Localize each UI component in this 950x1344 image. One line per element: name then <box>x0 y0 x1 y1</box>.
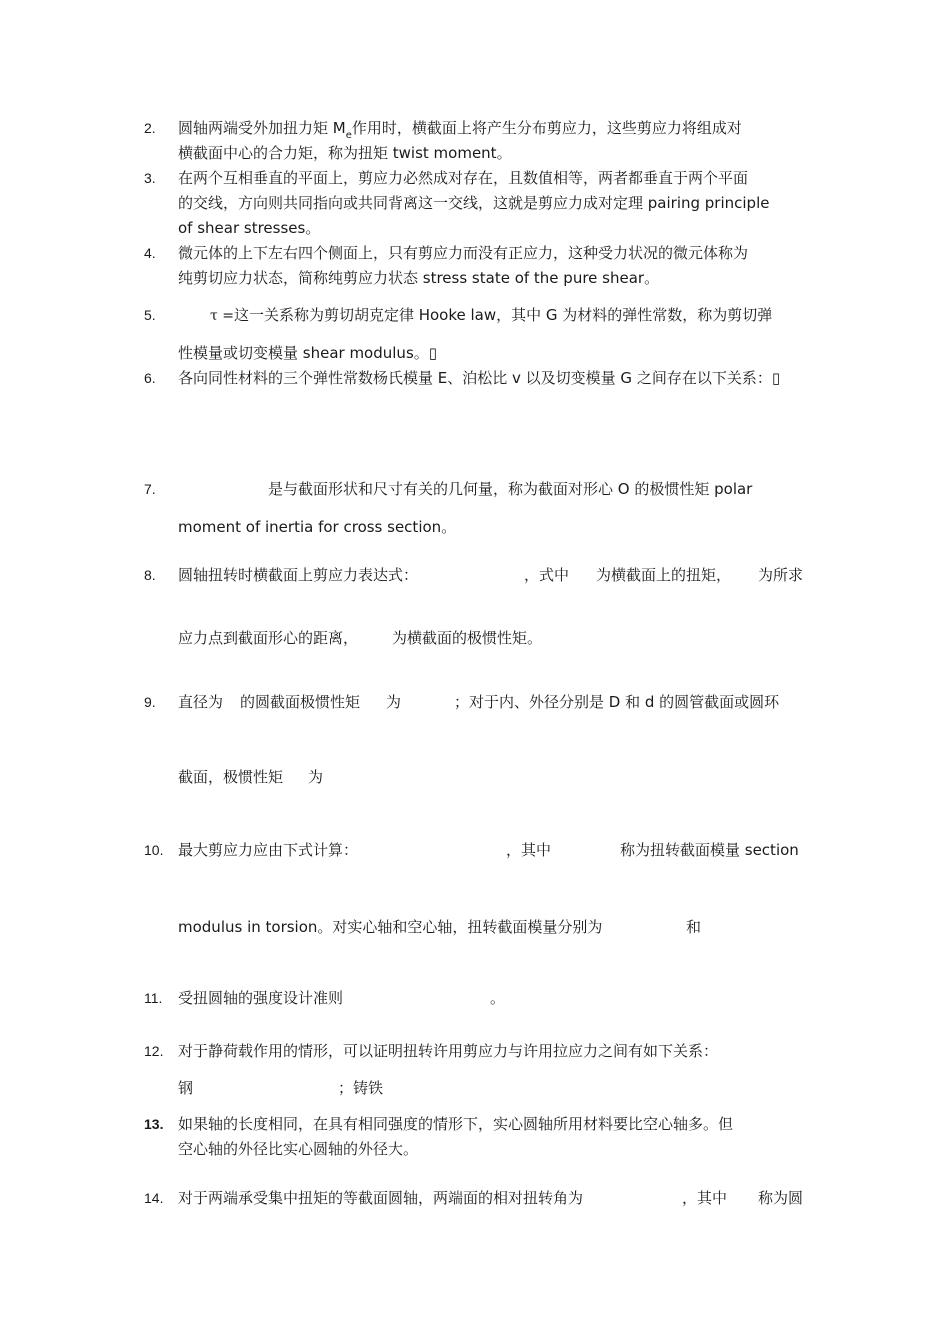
item-text-line: 空心轴的外径比实心圆轴的外径大。 <box>178 1140 419 1158</box>
item-text-line: 对于静荷载作用的情形，可以证明扭转许用剪应力与许用拉应力之间有如下关系： <box>178 1042 719 1060</box>
item-number: 8. <box>144 567 156 583</box>
item-text-line: 为所求 <box>758 566 804 584</box>
item-text-line: 各向同性材料的三个弹性常数杨氏模量 E、泊松比 v 以及切变模量 G 之间存在以下关系：▯ <box>178 369 781 387</box>
item-text-line: 纯剪切应力状态，简称纯剪应力状态 stress state of the pure shear。 <box>178 269 660 287</box>
item-text-line: 最大剪应力应由下式计算： <box>178 841 359 859</box>
item-text-line: 为 <box>386 693 402 711</box>
item-text-line: 称为圆 <box>758 1189 804 1207</box>
item-text-line: 的圆截面极惯性矩 <box>240 693 361 711</box>
item-text-line: 圆轴扭转时横截面上剪应力表达式： <box>178 566 419 584</box>
item-number: 3. <box>144 170 156 186</box>
item-text-line: 微元体的上下左右四个侧面上，只有剪应力而没有正应力，这种受力状况的微元体称为 <box>178 244 749 262</box>
item-text-line: 对于两端承受集中扭矩的等截面圆轴，两端面的相对扭转角为 <box>178 1189 584 1207</box>
item-number: 14. <box>144 1190 164 1206</box>
item-text-line: 性模量或切变模量 shear modulus。▯ <box>178 344 438 362</box>
item-text-line: ；对于内、外径分别是 D 和 d 的圆管截面或圆环 <box>454 693 780 711</box>
item-number: 11. <box>144 990 163 1006</box>
item-text-line: 钢 <box>178 1079 194 1097</box>
item-text-line: ；铸铁 <box>338 1079 384 1097</box>
item-text-line: 和 <box>686 918 702 936</box>
item-text-line: 受扭圆轴的强度设计准则 <box>178 989 344 1007</box>
item-text-line: ，式中 <box>524 566 570 584</box>
tau-formula: τ = <box>210 308 234 324</box>
item-text-line: 如果轴的长度相同，在具有相同强度的情形下，实心圆轴所用材料要比空心轴多。但 <box>178 1115 734 1133</box>
item-number: 5. <box>144 307 156 323</box>
item-text-line: 。 <box>490 989 506 1007</box>
item-text-line: moment of inertia for cross section。 <box>178 518 457 536</box>
item-text-line: ，其中 <box>506 841 552 859</box>
item-text-line: 在两个互相垂直的平面上，剪应力必然成对存在，且数值相等，两者都垂直于两个平面 <box>178 169 749 187</box>
item-text-line: 为 <box>308 768 324 786</box>
item-text-line: 称为扭转截面模量 section <box>620 841 799 859</box>
item-text-line: of shear stresses。 <box>178 219 321 237</box>
item-text-line: modulus in torsion。对实心轴和空心轴，扭转截面模量分别为 <box>178 918 603 936</box>
item-text-line: τ =这一关系称为剪切胡克定律 Hooke law，其中 G 为材料的弹性常数，称为剪切弹 <box>210 306 773 324</box>
item-number: 7. <box>144 481 156 497</box>
item-text-line: 横截面中心的合力矩，称为扭矩 twist moment。 <box>178 144 512 162</box>
item-text-line: 的交线，方向则共同指向或共同背离这一交线，这就是剪应力成对定理 pairing principle <box>178 194 770 212</box>
item-text-line: 截面，极惯性矩 <box>178 768 284 786</box>
item-text-line: 直径为 <box>178 693 224 711</box>
item-number: 9. <box>144 694 156 710</box>
item-number: 6. <box>144 370 156 386</box>
item-number: 10. <box>144 842 164 858</box>
item-text-line: 是与截面形状和尺寸有关的几何量，称为截面对形心 O 的极惯性矩 polar <box>268 480 753 498</box>
item-text-line: 为横截面的极惯性矩。 <box>392 629 543 647</box>
item-number: 13. <box>144 1116 164 1132</box>
item-number: 12. <box>144 1043 164 1059</box>
item-text-line: 为横截面上的扭矩， <box>596 566 732 584</box>
item-text-line: 圆轴两端受外加扭力矩 $M_e$作用时，横截面上将产生分布剪应力，这些剪应力将组成对 <box>178 119 742 141</box>
item-text-line: 应力点到截面形心的距离， <box>178 629 359 647</box>
item-number: 2. <box>144 120 156 136</box>
item-text-line: ，其中 <box>682 1189 728 1207</box>
item-number: 4. <box>144 245 156 261</box>
